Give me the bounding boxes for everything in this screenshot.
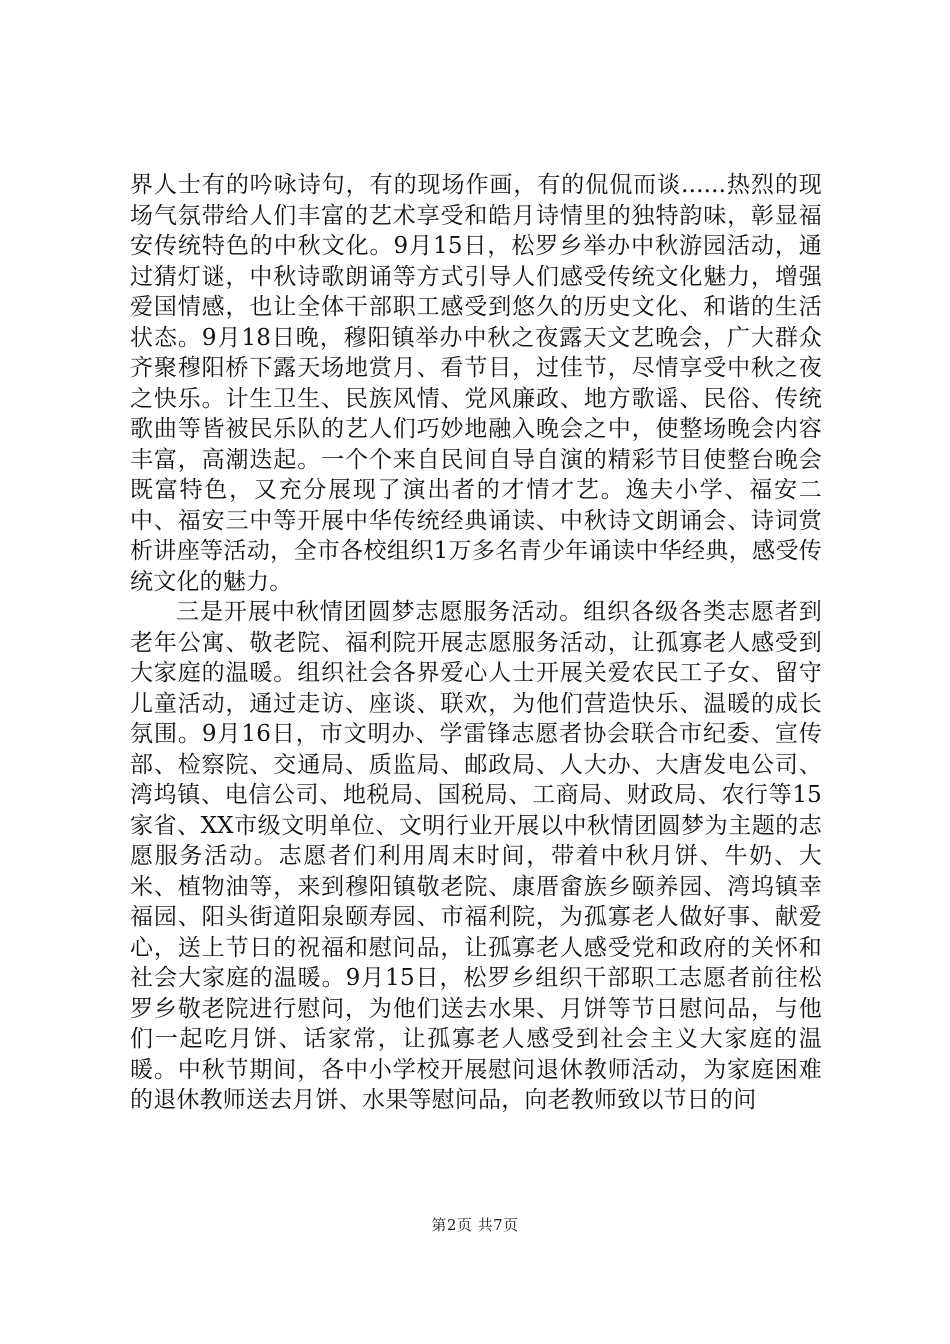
paragraph-volunteer-service: 三是开展中秋情团圆梦志愿服务活动。组织各级各类志愿者到老年公寓、敬老院、福利院开展志愿服务活动，让孤寡老人感受到大家庭的温暖。组织社会各界爱心人士开展关爱农民工子女、留守儿童活动，通过走访、座谈、联欢，为他们营造快乐、温暖的成长氛围。9月16日，市文明办、学雷锋志愿者协会联合市纪委、宣传部、检察院、交通局、质监局、邮政局、人大办、大唐发电公司、湾坞镇、电信公司、地税局、国税局、工商局、财政局、农行等15家省、XX市级文明单位、文明行业开展以中秋情团圆梦为主题的志愿服务活动。志愿者们利用周末时间，带着中秋月饼、牛奶、大米、植物油等，来到穆阳镇敬老院、康厝畲族乡颐养园、湾坞镇幸福园、阳头街道阳泉颐寿园、市福利院，为孤寡老人做好事、献爱心，送上节日的祝福和慰问品，让孤寡老人感受党和政府的关怀和社会大家庭的温暖。9月15日，松罗乡组织干部职工志愿者前往松罗乡敬老院进行慰问，为他们送去水果、月饼等节日慰问品，与他们一起吃月饼、话家常，让孤寡老人感受到社会主义大家庭的温暖。中秋节期间，各中小学校开展慰问退休教师活动，为家庭困难的退休教师送去月饼、水果等慰问品，向老教师致以节日的问	[130, 599, 822, 1113]
paragraph-continued: 界人士有的吟咏诗句，有的现场作画，有的侃侃而谈......热烈的现场气氛带给人们丰富的艺术享受和皓月诗情里的独特韵味，彰显福安传统特色的中秋文化。9月15日，松罗乡举办中秋游园活动，通过猜灯谜，中秋诗歌朗诵等方式引导人们感受传统文化魅力，增强爱国情感，也让全体干部职工感受到悠久的历史文化、和谐的生活状态。9月18日晚，穆阳镇举办中秋之夜露天文艺晚会，广大群众齐聚穆阳桥下露天场地赏月、看节目，过佳节，尽情享受中秋之夜之快乐。计生卫生、民族风情、党风廉政、地方歌谣、民俗、传统歌曲等皆被民乐队的艺人们巧妙地融入晚会之中，使整场晚会内容丰富，高潮迭起。一个个来自民间自导自演的精彩节目使整台晚会既富特色，又充分展现了演出者的才情才艺。逸夫小学、福安二中、福安三中等开展中华传统经典诵读、中秋诗文朗诵会、诗词赏析讲座等活动，全市各校组织1万多名青少年诵读中华经典，感受传统文化的魅力。	[130, 172, 822, 595]
page-number-footer: 第2页 共7页	[431, 1216, 519, 1234]
document-body	[130, 170, 822, 1116]
